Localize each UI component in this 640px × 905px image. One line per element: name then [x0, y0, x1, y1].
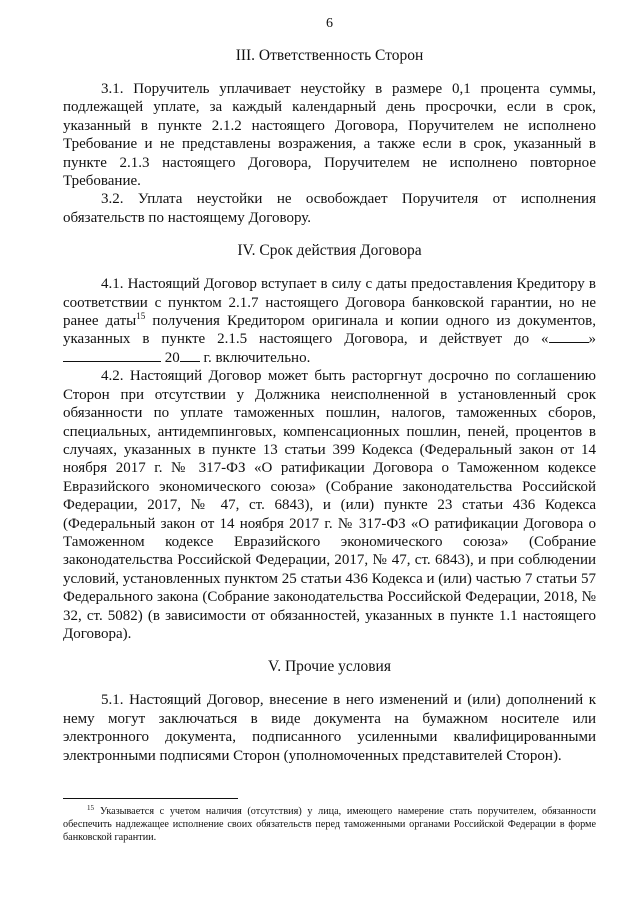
date-quote-close: » [588, 331, 596, 348]
section-heading-v: V. Прочие условия [268, 658, 391, 676]
footnote-mark: 15 [87, 803, 94, 812]
paragraph-3-2: 3.2. Уплата неустойки не освобождает Поручителя от исполнения обязательств по настоящему Договору. [63, 191, 596, 226]
paragraph-4-1 [63, 275, 596, 367]
paragraph-4-2: 4.2. Настоящий Договор может быть расторгнут досрочно по соглашению Сторон при отсутствии у Должника неисполненной в установленный срок обязанности по уплате таможенных пошлин, налогов, таможенных сборов, специальных, антидемпинговых, компенсационных пошлин, пеней, процентов в случаях, указанных в пункте 13 статьи 399 Кодекса (Федеральный закон от 14 ноября 2017 г. № 317-ФЗ «О ратификации Договора о Таможенном кодексе Евразийского экономического союза» (Собрание законодательства Российской Федерации, 2017, № 47, ст. 6843), и (или) пункте 23 статьи 436 Кодекса (Федеральный закон от 14 ноября 2017 г. № 317-ФЗ «О ратификации Договора о Таможенном кодексе Евразийского экономического союза» (Собрание законодательства Российской Федерации, 2017, № 47, ст. 6843), и при соблюдении условий, установленных пунктом 25 статьи 436 Кодекса и (или) частью 7 статьи 57 Федерального закона (Собрание законодательства Российской Федерации, 2018, № 32, ст. 5082) (в зависимости от обязанностей, указанных в пункте 1.1 настоящего Договора). [63, 368, 596, 642]
footnote [63, 805, 596, 844]
footnote-text: Указывается с учетом наличия (отсутствия) у лица, имеющего намерение стать поручителем, обязанности обеспечить надлежащее исполнение своих обязательств перед таможенными органами Российской Федерации в форме банковской гарантии. [63, 806, 596, 843]
page-number: 6 [326, 16, 333, 31]
paragraph-4-1-part-2: получения Кредитором оригинала и копии одного из документов, указанных в пункте 2.1.5 настоящего Договора, и действует до « [63, 313, 597, 348]
paragraph-4-1-end: г. включительно. [199, 349, 311, 366]
footnote-divider [63, 798, 238, 799]
date-month-blank [63, 349, 161, 362]
date-year-prefix: 20 [164, 349, 180, 366]
paragraph-5-1: 5.1. Настоящий Договор, внесение в него изменений и (или) дополнений к нему могут заключаться в виде документа на бумажном носителе или электронного документа, подписанного усиленными квалифицированными электронными подписями Сторон (уполномоченных представителей Сторон). [63, 692, 596, 764]
date-year-blank [180, 349, 200, 362]
footnote-reference: 15 [136, 311, 146, 322]
paragraph-3-1: 3.1. Поручитель уплачивает неустойку в размере 0,1 процента суммы, подлежащей уплате, за каждый календарный день просрочки, если в срок, указанный в пункте 2.1.2 настоящего Договора, Поручителем не исполнено Требование и не представлены возражения, а также если в срок, указанный в пункте 2.1.3 настоящего Договора, Поручителем не исполнено повторное Требование. [63, 81, 596, 190]
date-day-blank [549, 330, 589, 343]
paragraph-4-1-part-1: 4.1. Настоящий Договор вступает в силу с даты предоставления Кредитору в соответствии с пунктом 2.1.7 настоящего Договора банковской гарантии, но не ранее даты [63, 276, 596, 330]
section-heading-iii: III. Ответственность Сторон [235, 47, 424, 64]
section-heading-iv: IV. Срок действия Договора [237, 242, 422, 260]
